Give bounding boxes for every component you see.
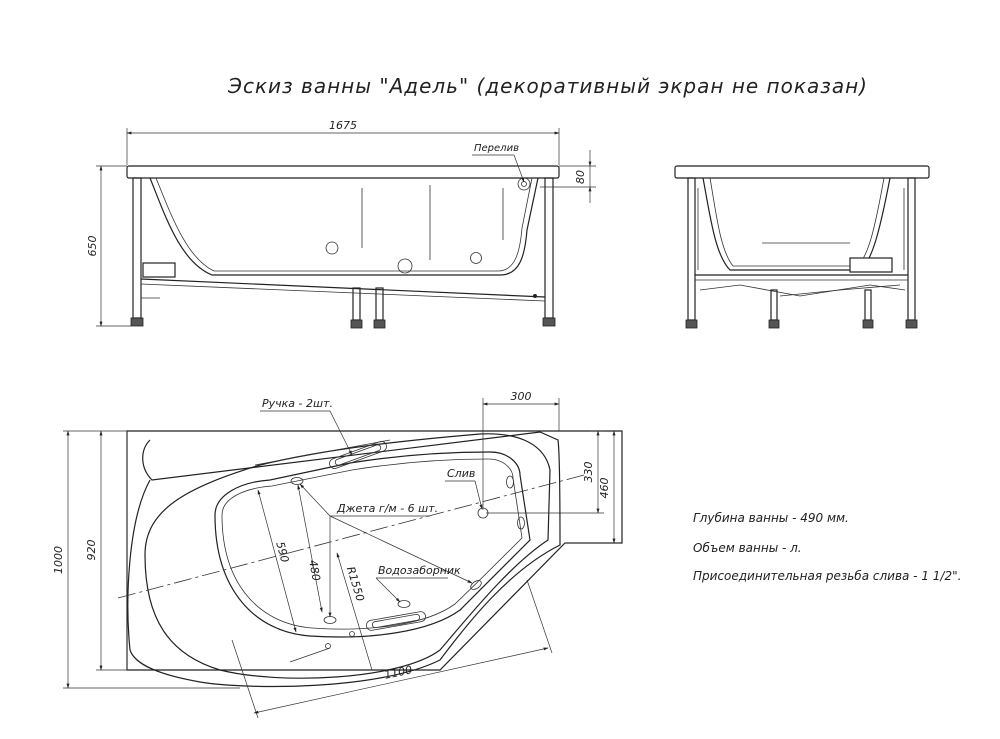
dim-plan-r1550: R1550 xyxy=(343,565,367,603)
label-drain: Слив xyxy=(447,467,476,480)
dim-plan-460: 460 xyxy=(598,477,611,499)
dim-plan-920: 920 xyxy=(85,539,98,561)
drawing-title: Эскиз ванны "Адель" (декоративный экран не показан) xyxy=(228,74,868,98)
spec-volume: Объем ванны - л. xyxy=(693,541,802,555)
dim-plan-300: 300 xyxy=(510,390,532,403)
end-view xyxy=(675,166,929,328)
dim-plan-1000: 1000 xyxy=(52,546,65,574)
dim-length-1675: 1675 xyxy=(329,119,357,132)
dim-plan-1100: 1100 xyxy=(383,663,414,682)
plan-view xyxy=(52,390,622,718)
dim-height-650: 650 xyxy=(86,235,99,257)
dim-plan-480: 480 xyxy=(306,558,323,582)
side-view xyxy=(86,119,596,328)
spec-drain-thread: Присоединительная резьба слива - 1 1/2". xyxy=(693,569,962,583)
label-overflow: Перелив xyxy=(474,143,519,154)
specs-block xyxy=(693,511,961,583)
dim-overflow-80: 80 xyxy=(574,170,587,184)
label-handles: Ручка - 2шт. xyxy=(262,397,333,410)
dim-plan-330: 330 xyxy=(582,461,595,483)
dim-plan-590: 590 xyxy=(273,540,292,564)
label-jets: Джета г/м - 6 шт. xyxy=(337,502,439,515)
spec-depth: Глубина ванны - 490 мм. xyxy=(693,511,849,525)
label-water-intake: Водозаборник xyxy=(378,564,461,577)
